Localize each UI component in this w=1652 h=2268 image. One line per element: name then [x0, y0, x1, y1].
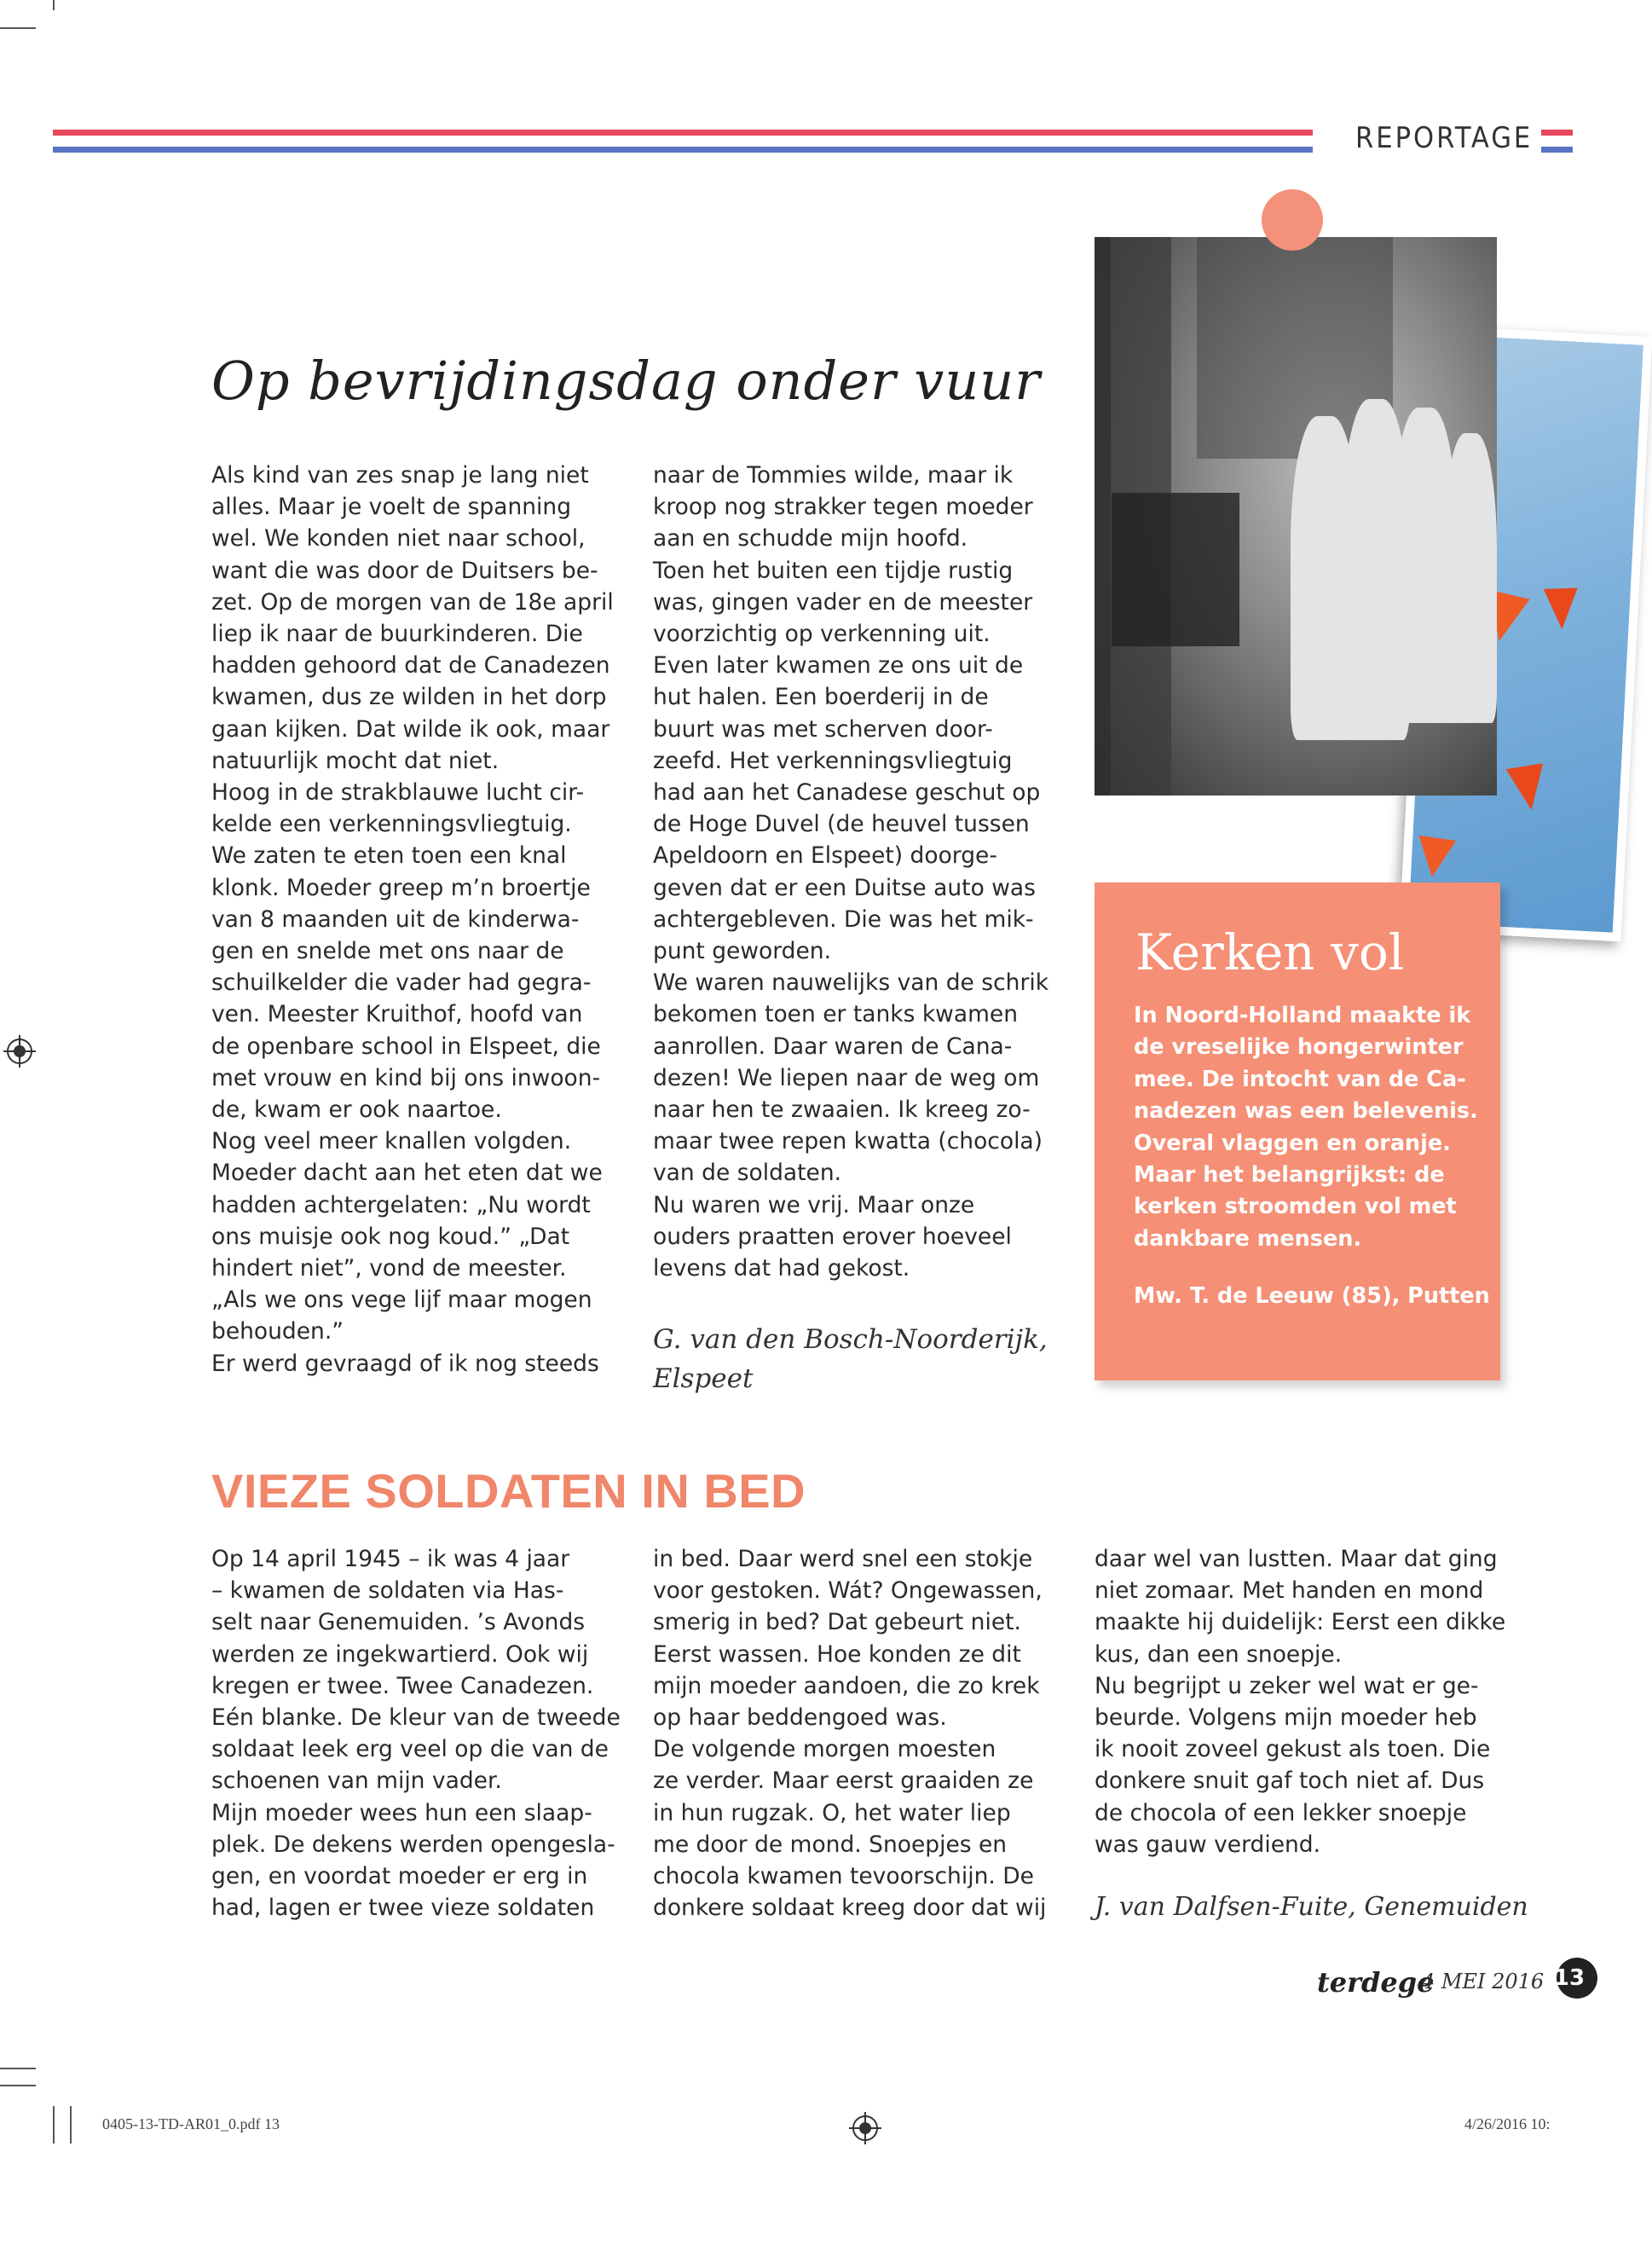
- text-line: buurt was met scherven door-: [653, 715, 993, 743]
- text-line: ouders praatten erover hoeveel: [653, 1223, 1012, 1250]
- text-line: had aan het Canadese geschut op: [653, 779, 1041, 807]
- text-line: Er werd gevraagd of ik nog steeds: [211, 1350, 599, 1377]
- text-line: In Noord-Holland maakte ik: [1134, 1003, 1471, 1028]
- text-line: bekomen toen er tanks kwamen: [653, 1001, 1018, 1028]
- red-stripe-right: [1541, 130, 1573, 136]
- article2-title: VIEZE SOLDATEN IN BED: [211, 1464, 806, 1518]
- text-line: wel. We konden niet naar school,: [211, 525, 586, 553]
- text-line: selt naar Genemuiden. ’s Avonds: [211, 1609, 586, 1636]
- section-label: REPORTAGE: [1355, 121, 1534, 155]
- text-line: We zaten te eten toen een knal: [211, 842, 567, 870]
- text-line: Hoog in de strakblauwe lucht cir-: [211, 779, 585, 807]
- text-line: daar wel van lustten. Maar dat ging: [1095, 1546, 1498, 1572]
- text-line: ons muisje ook nog koud.” „Dat: [211, 1223, 570, 1250]
- article2-column-2: [653, 1543, 1046, 1924]
- text-line: Toen het buiten een tijdje rustig: [653, 557, 1014, 584]
- text-line: donkere soldaat kreeg door dat wij: [653, 1895, 1047, 1922]
- crop-mark: [0, 27, 36, 29]
- orange-flag: [1544, 587, 1580, 629]
- article2-signature: J. van Dalfsen-Fuite, Genemuiden: [1095, 1892, 1528, 1922]
- text-line: zeefd. Het verkenningsvliegtuig: [653, 747, 1013, 774]
- text-line: smerig in bed? Dat gebeurt niet.: [653, 1609, 1021, 1636]
- text-line: de openbare school in Elspeet, die: [211, 1033, 601, 1060]
- decorative-dot: [1262, 189, 1323, 251]
- page-number: 13: [1557, 1958, 1597, 1999]
- text-line: voorzichtig op verkenning uit.: [653, 621, 991, 648]
- crop-mark: [0, 2068, 36, 2069]
- print-slug-right: 4/26/2016 10:: [1464, 2115, 1551, 2132]
- article1-column-2: [653, 460, 1048, 1284]
- text-line: kwamen, dus ze wilden in het dorp: [211, 684, 607, 711]
- text-line: me door de mond. Snoepjes en: [653, 1831, 1008, 1858]
- text-line: dezen! We liepen naar de weg om: [653, 1064, 1040, 1091]
- blue-stripe: [53, 147, 1313, 153]
- text-line: kus, dan een snoepje.: [1095, 1640, 1343, 1668]
- text-line: hadden achtergelaten: „Nu wordt: [211, 1191, 591, 1218]
- text-line: klonk. Moeder greep m’n broertje: [211, 874, 591, 901]
- text-line: de vreselijke hongerwinter: [1134, 1034, 1464, 1061]
- text-line: chocola kwamen tevoorschijn. De: [653, 1863, 1034, 1890]
- text-line: kelde een verkenningsvliegtuig.: [211, 811, 572, 838]
- blue-stripe-right: [1541, 147, 1573, 153]
- text-line: levens dat had gekost.: [653, 1255, 910, 1282]
- liberation-photo: [1095, 237, 1497, 796]
- text-line: nadezen was een belevenis.: [1134, 1098, 1478, 1125]
- text-line: soldaat leek erg veel op die van de: [211, 1736, 609, 1763]
- text-line: Overal vlaggen en oranje.: [1134, 1130, 1451, 1156]
- article2-column-1: [211, 1543, 621, 1924]
- text-line: maar twee repen kwatta (chocola): [653, 1128, 1043, 1155]
- registration-mark-icon: [7, 1039, 32, 1064]
- text-line: „Als we ons vege lijf maar mogen: [211, 1287, 592, 1314]
- red-stripe: [53, 130, 1313, 136]
- text-line: geven dat er een Duitse auto was: [653, 874, 1036, 901]
- text-line: natuurlijk mocht dat niet.: [211, 747, 500, 774]
- text-line: punt geworden.: [653, 938, 832, 965]
- text-line: ik nooit zoveel gekust als toen. Die: [1095, 1736, 1491, 1763]
- text-line: Nu waren we vrij. Maar onze: [653, 1191, 975, 1218]
- text-line: Op 14 april 1945 – ik was 4 jaar: [211, 1546, 570, 1572]
- text-line: hindert niet”, vond de meester.: [211, 1255, 567, 1282]
- text-line: schoenen van mijn vader.: [211, 1768, 502, 1795]
- text-line: zet. Op de morgen van de 18e april: [211, 588, 614, 616]
- text-line: De volgende morgen moesten: [653, 1736, 996, 1763]
- text-line: in hun rugzak. O, het water liep: [653, 1799, 1011, 1826]
- text-line: van de soldaten.: [653, 1160, 842, 1187]
- crop-mark: [53, 2106, 55, 2144]
- text-line: kregen er twee. Twee Canadezen.: [211, 1672, 594, 1699]
- text-line: gaan kijken. Dat wilde ik ook, maar: [211, 715, 610, 743]
- text-line: ze verder. Maar eerst graaiden ze: [653, 1768, 1034, 1795]
- text-line: Mijn moeder wees hun een slaap-: [211, 1799, 592, 1826]
- text-line: aan en schudde mijn hoofd.: [653, 525, 968, 553]
- text-line: Even later kwamen ze ons uit de: [653, 652, 1024, 680]
- text-line: hut halen. Een boerderij in de: [653, 684, 989, 711]
- text-line: alles. Maar je voelt de spanning: [211, 494, 572, 521]
- orange-flag: [1506, 763, 1551, 813]
- text-line: We waren nauwelijks van de schrik: [653, 969, 1049, 997]
- text-line: de chocola of een lekker snoepje: [1095, 1799, 1467, 1826]
- crop-mark: [0, 2085, 36, 2086]
- article2-column-3: [1095, 1543, 1505, 1860]
- registration-mark-icon: [852, 2115, 878, 2141]
- text-line: mijn moeder aandoen, die zo krek: [653, 1672, 1040, 1699]
- text-line: maakte hij duidelijk: Eerst een dikke: [1095, 1609, 1506, 1636]
- text-line: behouden.”: [211, 1318, 344, 1345]
- text-line: Maar het belangrijkst: de: [1134, 1162, 1445, 1189]
- text-line: voor gestoken. Wát? Ongewassen,: [653, 1577, 1043, 1605]
- article1-signature: [653, 1320, 1048, 1398]
- text-line: beurde. Volgens mijn moeder heb: [1095, 1704, 1477, 1732]
- text-line: met vrouw en kind bij ons inwoon-: [211, 1064, 601, 1091]
- quote-body: [1134, 1000, 1478, 1255]
- text-line: achtergebleven. Die was het mik-: [653, 905, 1034, 933]
- text-line: – kwamen de soldaten via Has-: [211, 1577, 564, 1605]
- text-line: had, lagen er twee vieze soldaten: [211, 1895, 595, 1922]
- text-line: kroop nog strakker tegen moeder: [653, 494, 1033, 521]
- text-line: Nog veel meer knallen volgden.: [211, 1128, 572, 1155]
- brand-logo: terdege: [1317, 1966, 1435, 1999]
- quote-title: Kerken vol: [1135, 923, 1405, 981]
- text-line: aanrollen. Daar waren de Cana-: [653, 1033, 1013, 1060]
- text-line: was gauw verdiend.: [1095, 1831, 1321, 1858]
- crop-mark: [53, 0, 55, 10]
- text-line: donkere snuit gaf toch niet af. Dus: [1095, 1768, 1485, 1795]
- text-line: op haar beddengoed was.: [653, 1704, 947, 1732]
- text-line: Eén blanke. De kleur van de tweede: [211, 1704, 621, 1732]
- orange-flag: [1413, 836, 1456, 880]
- text-line: Als kind van zes snap je lang niet: [211, 462, 589, 489]
- text-line: de, kwam er ook naartoe.: [211, 1096, 502, 1124]
- article-title: Op bevrijdingsdag onder vuur: [211, 350, 1041, 412]
- text-line: werden ze ingekwartierd. Ook wij: [211, 1640, 589, 1668]
- text-line: kerken stroomden vol met: [1134, 1194, 1457, 1220]
- issue-date: 4 MEI 2016: [1422, 1970, 1545, 1993]
- signature-place: Elspeet: [653, 1363, 754, 1394]
- text-line: van 8 maanden uit de kinderwa-: [211, 905, 580, 933]
- text-line: Eerst wassen. Hoe konden ze dit: [653, 1640, 1021, 1668]
- text-line: naar hen te zwaaien. Ik kreeg zo-: [653, 1096, 1031, 1124]
- text-line: hadden gehoord dat de Canadezen: [211, 652, 610, 680]
- signature-name: G. van den Bosch-Noorderijk,: [653, 1324, 1048, 1355]
- print-slug-left: 0405-13-TD-AR01_0.pdf 13: [102, 2115, 280, 2132]
- text-line: in bed. Daar werd snel een stokje: [653, 1546, 1033, 1572]
- text-line: Moeder dacht aan het eten dat we: [211, 1160, 603, 1187]
- article1-column-1: [211, 460, 614, 1380]
- text-line: schuilkelder die vader had gegra-: [211, 969, 592, 997]
- text-line: niet zomaar. Met handen en mond: [1095, 1577, 1484, 1605]
- quote-box: [1095, 882, 1500, 1380]
- text-line: Apeldoorn en Elspeet) doorge-: [653, 842, 997, 870]
- text-line: de Hoge Duvel (de heuvel tussen: [653, 811, 1030, 838]
- text-line: ven. Meester Kruithof, hoofd van: [211, 1001, 583, 1028]
- crop-mark: [70, 2106, 72, 2144]
- text-line: Nu begrijpt u zeker wel wat er ge-: [1095, 1672, 1479, 1699]
- text-line: gen, en voordat moeder er erg in: [211, 1863, 588, 1890]
- text-line: was, gingen vader en de meester: [653, 588, 1033, 616]
- text-line: dankbare mensen.: [1134, 1225, 1362, 1252]
- person: [1444, 433, 1497, 723]
- text-line: plek. De dekens werden opengesla-: [211, 1831, 615, 1858]
- text-line: want die was door de Duitsers be-: [211, 557, 598, 584]
- text-line: gen en snelde met ons naar de: [211, 938, 564, 965]
- tank: [1112, 493, 1239, 646]
- text-line: liep ik naar de buurkinderen. Die: [211, 621, 583, 648]
- text-line: naar de Tommies wilde, maar ik: [653, 462, 1014, 489]
- text-line: mee. De intocht van de Ca-: [1134, 1066, 1466, 1092]
- quote-author: Mw. T. de Leeuw (85), Putten: [1134, 1283, 1490, 1309]
